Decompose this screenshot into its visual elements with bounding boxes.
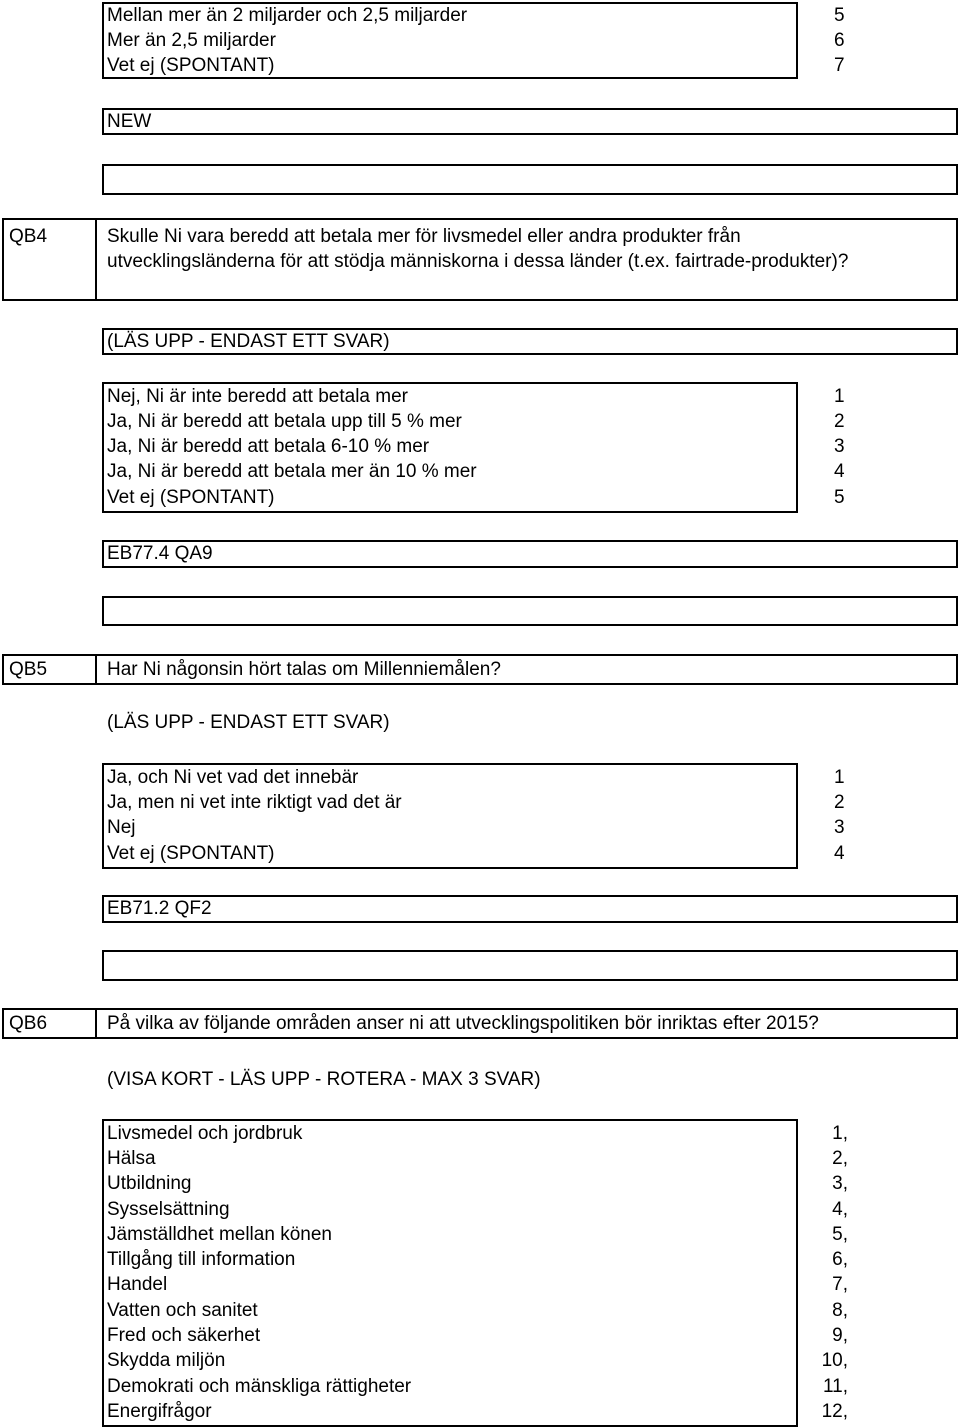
option-label: Demokrati och mänskliga rättigheter (107, 1376, 412, 1397)
option-label: Utbildning (107, 1173, 192, 1194)
option-label: Mer än 2,5 miljarder (107, 30, 276, 51)
option-label: Vet ej (SPONTANT) (107, 55, 275, 76)
option-label: Mellan mer än 2 miljarder och 2,5 miljarder (107, 5, 468, 26)
option-code: 4 (834, 843, 845, 864)
option-label: Ja, Ni är beredd att betala upp till 5 % mer (107, 411, 462, 432)
option-label: Nej, Ni är inte beredd att betala mer (107, 386, 408, 407)
option-code: 5, (832, 1224, 848, 1245)
option-code: 12, (821, 1401, 848, 1422)
option-code: 4 (834, 461, 845, 482)
option-code: 2, (832, 1148, 848, 1169)
option-label: Ja, Ni är beredd att betala 6-10 % mer (107, 436, 430, 457)
question-text: Har Ni någonsin hört talas om Millenniemålen? (107, 659, 501, 680)
question-id: QB5 (9, 659, 48, 680)
option-label: Handel (107, 1274, 168, 1295)
option-label: Fred och säkerhet (107, 1325, 261, 1346)
empty-field (102, 950, 958, 981)
option-code: 1 (834, 386, 845, 407)
option-label: Vet ej (SPONTANT) (107, 487, 275, 508)
qb6-divider (95, 1008, 97, 1039)
option-code: 9, (832, 1325, 848, 1346)
option-label: Vatten och sanitet (107, 1300, 258, 1321)
option-label: Skydda miljön (107, 1350, 226, 1371)
option-code: 8, (832, 1300, 848, 1321)
option-label: Hälsa (107, 1148, 156, 1169)
option-code: 2 (834, 792, 845, 813)
option-label: Nej (107, 817, 136, 838)
empty-field (102, 164, 958, 195)
option-label: Livsmedel och jordbruk (107, 1123, 303, 1144)
source-ref: EB71.2 QF2 (107, 898, 212, 919)
new-label-box (102, 108, 958, 135)
empty-field (102, 596, 958, 626)
option-label: Energifrågor (107, 1401, 212, 1422)
question-text-line: utvecklingsländerna för att stödja människorna i dessa länder (t.ex. fairtrade-produkter)? (107, 251, 849, 272)
instruction-text: (LÄS UPP - ENDAST ETT SVAR) (107, 712, 390, 733)
source-ref: EB77.4 QA9 (107, 543, 213, 564)
option-code: 5 (834, 487, 845, 508)
option-label: Jämställdhet mellan könen (107, 1224, 332, 1245)
option-code: 3 (834, 817, 845, 838)
option-code: 1, (832, 1123, 848, 1144)
option-code: 2 (834, 411, 845, 432)
option-code: 11, (822, 1376, 848, 1397)
option-code: 6 (834, 30, 845, 51)
option-code: 3 (834, 436, 845, 457)
option-label: Vet ej (SPONTANT) (107, 843, 275, 864)
option-code: 7 (834, 55, 845, 76)
option-code: 10, (821, 1350, 848, 1371)
option-label: Ja, och Ni vet vad det innebär (107, 767, 359, 788)
question-id: QB6 (9, 1013, 48, 1034)
question-text: På vilka av följande områden anser ni att utvecklingspolitiken bör inriktas efter 2015? (107, 1013, 819, 1034)
source-ref-box (102, 895, 958, 923)
option-label: Ja, men ni vet inte riktigt vad det är (107, 792, 402, 813)
source-ref-box (102, 540, 958, 568)
option-label: Sysselsättning (107, 1199, 230, 1220)
option-code: 4, (832, 1199, 848, 1220)
question-id: QB4 (9, 226, 48, 247)
qb5-divider (95, 654, 97, 685)
option-code: 1 (834, 767, 845, 788)
option-code: 3, (832, 1173, 848, 1194)
instruction-text: (LÄS UPP - ENDAST ETT SVAR) (107, 331, 390, 352)
instruction-text: (VISA KORT - LÄS UPP - ROTERA - MAX 3 SVAR) (107, 1069, 541, 1090)
option-code: 7, (832, 1274, 848, 1295)
option-label: Tillgång till information (107, 1249, 296, 1270)
option-code: 5 (834, 5, 845, 26)
new-label: NEW (107, 111, 152, 132)
option-label: Ja, Ni är beredd att betala mer än 10 % mer (107, 461, 477, 482)
option-code: 6, (832, 1249, 848, 1270)
qb4-divider (95, 218, 97, 301)
question-text-line: Skulle Ni vara beredd att betala mer för livsmedel eller andra produkter från (107, 226, 741, 247)
